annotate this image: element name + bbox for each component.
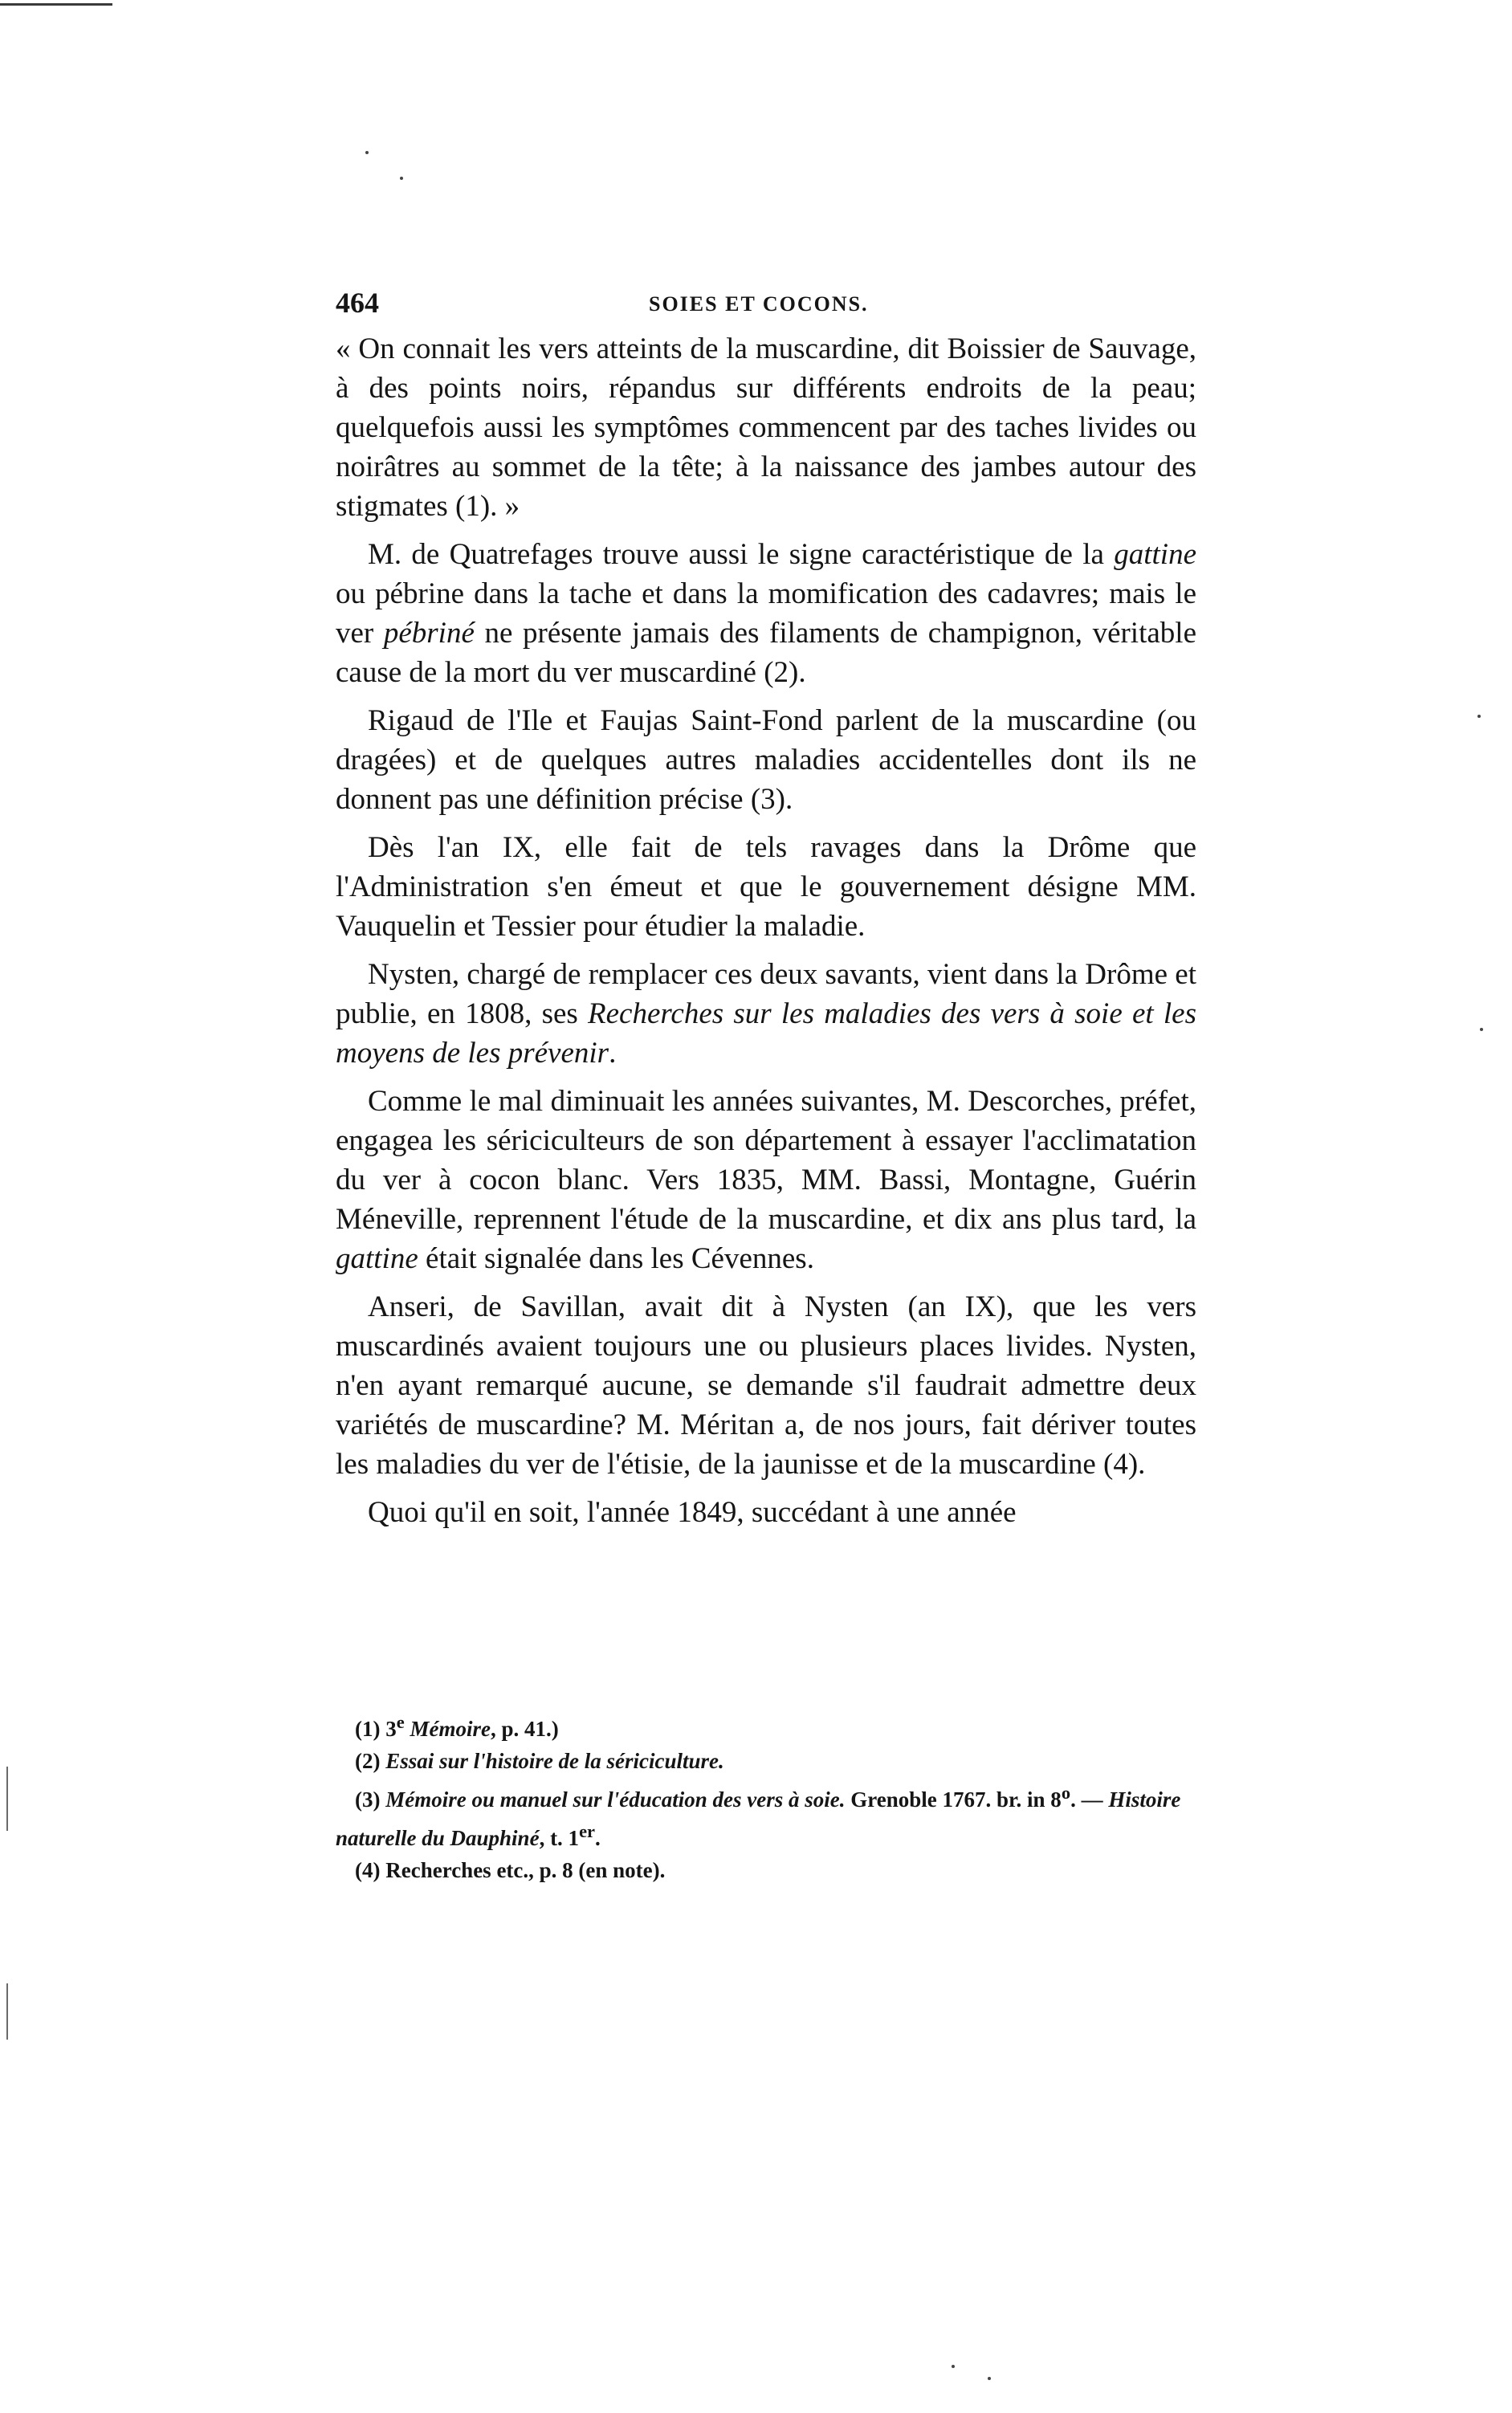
footnote-4	[336, 1854, 1196, 1886]
text-run: ou pébrine dans la tache et dans la momification des cadavres; mais le ver	[336, 577, 1196, 650]
main-text	[336, 329, 1196, 1541]
scan-speck	[400, 177, 403, 180]
paragraph: Dès l'an IX, elle fait de tels ravages dans la Drôme que l'Administration s'en émeut et que le gouvernement désigne MM. Vauquelin et Tessier pour étudier la maladie.	[336, 831, 1196, 943]
text-run: M. de Quatrefages trouve aussi le signe caractéristique de la	[368, 538, 1115, 571]
italic-title: Mémoire ou manuel sur l'éducation des vers à soie.	[385, 1787, 846, 1812]
footnote-2	[336, 1745, 1196, 1777]
scan-edge-mark	[0, 3, 112, 6]
superscript: e	[396, 1712, 405, 1732]
text-run: ne présente jamais des filaments de champignon, véritable cause de la mort du ver muscardiné (2).	[336, 617, 1196, 689]
page-number: 464	[336, 287, 379, 319]
paragraph: Quoi qu'il en soit, l'année 1849, succédant à une année	[368, 1496, 1017, 1529]
text-run: 3	[385, 1717, 397, 1741]
scan-margin-line	[6, 1767, 8, 1831]
footnote-number: (4)	[355, 1858, 386, 1882]
text-run: Comme le mal diminuait les années suivantes, M. Descorches, préfet, engagea les sériciculteurs de son département à essayer l'acclimatation du ver à cocon blanc. Vers 1835, MM. Bassi, Montagne, Guérin Méneville, reprennent l'étude de la muscardine, et dix ans plus tard, la	[336, 1085, 1196, 1236]
text-run: .	[595, 1826, 601, 1850]
scan-margin-line	[6, 1983, 8, 2040]
italic-term: gattine	[336, 1242, 418, 1275]
text-run: . —	[1070, 1787, 1109, 1812]
scan-speck	[1480, 1028, 1483, 1031]
text-run: Recherches etc., p. 8 (en note).	[385, 1858, 666, 1882]
scan-speck	[988, 2377, 991, 2380]
scan-speck	[365, 151, 369, 154]
footnote-1	[336, 1706, 1196, 1745]
text-run: , t. 1	[539, 1826, 580, 1850]
paragraph	[336, 1082, 1196, 1278]
paragraph: Rigaud de l'Ile et Faujas Saint-Fond parlent de la muscardine (ou dragées) et de quelques autres maladies accidentelles dont ils ne donnent pas une définition précise (3).	[336, 704, 1196, 816]
superscript: er	[579, 1821, 596, 1841]
scan-speck	[952, 2365, 955, 2368]
footnote-number: (3)	[355, 1787, 386, 1812]
paragraph: Anseri, de Savillan, avait dit à Nysten (an IX), que les vers muscardinés avaient toujours une ou plusieurs places livides. Nysten, n'en ayant remarqué aucune, se demande s'il faudrait admettre deux variétés de muscardine? M. Méritan a, de nos jours, fait dériver toutes les maladies du ver de l'étisie, de la jaunisse et de la muscardine (4).	[336, 1290, 1196, 1481]
paragraph	[336, 955, 1196, 1073]
page-header	[336, 286, 1199, 328]
text-run: était signalée dans les Cévennes.	[418, 1242, 814, 1275]
running-head: SOIES ET COCONS.	[649, 292, 869, 316]
text-run: Grenoble 1767. br. in 8	[845, 1787, 1062, 1812]
italic-term: pébriné	[383, 617, 475, 650]
italic-title: Mémoire	[404, 1717, 491, 1741]
footnotes	[336, 1706, 1196, 1886]
italic-title: Histoire naturelle du Dauphiné	[336, 1787, 1181, 1850]
footnote-3	[336, 1777, 1196, 1854]
italic-title: Recherches sur les maladies des vers à soie et les moyens de les prévenir	[336, 997, 1197, 1070]
footnote-number: (1)	[355, 1717, 386, 1741]
text-run: , p. 41.)	[490, 1717, 559, 1741]
paragraph	[336, 535, 1196, 692]
footnote-number: (2)	[355, 1749, 386, 1773]
text-run: .	[609, 1037, 617, 1070]
italic-title: Essai sur l'histoire de la sériciculture.	[385, 1749, 724, 1773]
superscript: o	[1061, 1783, 1071, 1803]
paragraph: « On connait les vers atteints de la muscardine, dit Boissier de Sauvage, à des points noirs, répandus sur différents endroits de la peau; quelquefois aussi les symptômes commencent par des taches livides ou noirâtres au sommet de la tête; à la naissance des jambes autour des stigmates (1). »	[336, 332, 1196, 523]
text-run: Nysten, chargé de remplacer ces deux savants, vient dans la Drôme et publie, en 1808, ses	[336, 958, 1196, 1030]
scan-speck	[1477, 715, 1481, 718]
italic-term: gattine	[1114, 538, 1196, 571]
